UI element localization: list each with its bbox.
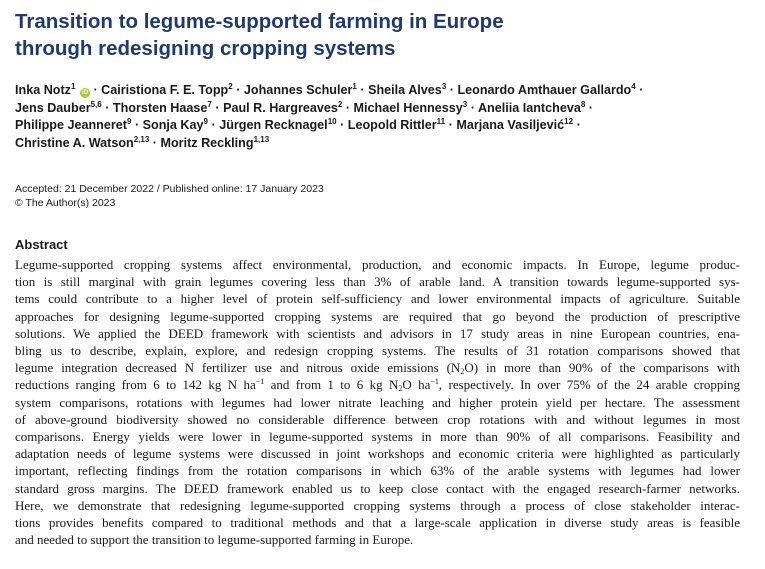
article-title: [15, 8, 735, 62]
author-affiliation: 9: [203, 117, 208, 127]
author-affiliation: 1: [70, 82, 76, 91]
author-affiliation: 4: [631, 82, 636, 91]
author-separator: ·: [93, 83, 98, 97]
abstract-heading: Abstract: [15, 237, 68, 252]
author-name[interactable]: Leopold Rittler: [347, 118, 437, 133]
author-affiliation: 1: [352, 82, 357, 91]
abstract-line: and needed to support the transition to legume-supported farming in Europe.: [15, 532, 414, 548]
abstract-line: bling us to describe, explain, explore, and redesign cropping systems. The results of 31 rotation comparisons showed that: [15, 343, 740, 359]
abstract-line: solutions. We applied the DEED framework with scientists and advisors in 17 study areas in nine European countries, ena-: [15, 325, 740, 341]
author-separator: ·: [449, 83, 454, 97]
subscript: 2: [398, 384, 403, 394]
author-separator: ·: [152, 135, 157, 150]
abstract-text: , respectively. In over 75% of the 24 arable cropping: [438, 377, 741, 393]
author-separator: ·: [639, 83, 644, 97]
author-name[interactable]: Philippe Jeanneret: [15, 118, 127, 133]
abstract-line: standard gross margins. The DEED framework enabled us to keep close contact with the engaged research-farmer networks.: [15, 480, 740, 496]
abstract-body: [15, 256, 740, 548]
author-affiliation: 3: [441, 82, 447, 91]
author-separator: ·: [211, 118, 216, 133]
title-line-1: Transition to legume-supported farming in Europe: [15, 10, 504, 33]
author-name[interactable]: Paul R. Hargreaves: [223, 100, 338, 115]
abstract-line: adaptation needs of legume systems were discussed in joint workshops and economic criteria were highlighted as particularly: [15, 446, 740, 462]
author-affiliation: 10: [327, 117, 337, 127]
author-affiliation: 2: [337, 99, 343, 109]
author-name[interactable]: Moritz Reckling: [160, 135, 254, 150]
author-separator: ·: [576, 118, 581, 133]
abstract-text: O) in more than 90% of the comparisons with: [464, 360, 741, 376]
author-name[interactable]: Aneliia Iantcheva: [477, 100, 581, 115]
abstract-line: comparisons. Energy yields were lower in legume-supported systems in more than 90% of all comparisons. Feasibility and: [15, 429, 740, 445]
subscript: 2: [460, 367, 465, 377]
author-separator: ·: [134, 118, 140, 133]
superscript: −1: [255, 377, 265, 387]
author-name[interactable]: Christine A. Watson: [15, 135, 134, 150]
abstract-line: [15, 359, 740, 376]
author-name[interactable]: Inka Notz: [15, 83, 71, 97]
author-affiliation: 7: [207, 99, 212, 109]
author-affiliation: 3: [462, 99, 468, 109]
author-separator: ·: [105, 100, 110, 115]
author-affiliation: 12: [564, 117, 574, 127]
abstract-line: Here, we demonstrate that redesigning legume-supported cropping systems through a process of close stakeholder interac-: [15, 497, 740, 513]
abstract-text: reductions ranging from 6 to 142 kg N ha: [15, 377, 256, 393]
author-name[interactable]: Thorsten Haase: [112, 100, 208, 115]
orcid-icon[interactable]: iD: [81, 90, 88, 96]
author-affiliation: 8: [580, 99, 586, 109]
author-separator: ·: [236, 83, 241, 97]
author-list: [15, 82, 750, 152]
author-line-1: [15, 82, 750, 100]
author-separator: ·: [588, 100, 593, 115]
abstract-text: O ha: [402, 377, 431, 393]
author-name[interactable]: Sheila Alves: [368, 83, 442, 97]
abstract-line: tion is still marginal with grain legumes covering less than 3% of arable land. A transition towards legume-supported sys-: [15, 274, 740, 290]
author-separator: ·: [345, 100, 351, 115]
title-line-2: through redesigning cropping systems: [15, 37, 396, 60]
author-separator: ·: [470, 100, 475, 115]
author-name[interactable]: Sonja Kay: [142, 118, 204, 133]
author-separator: ·: [215, 100, 220, 115]
author-affiliation: 2,13: [133, 134, 150, 144]
abstract-text: legume integration decreased N fertilizer use and nitrous oxide emissions (N: [15, 360, 461, 376]
author-line-3: [15, 117, 750, 135]
abstract-line: tems could contribute to a higher level of protein self-sufficiency and lower environmental impacts of agriculture. Suitable: [15, 291, 740, 307]
author-separator: ·: [360, 83, 365, 97]
author-affiliation: 1,13: [253, 134, 270, 144]
abstract-line: important, reflecting findings from the rotation comparisons in which 63% of the arable systems with legumes had lower: [15, 463, 740, 479]
author-name[interactable]: Cairistiona F. E. Topp: [101, 83, 229, 97]
author-name[interactable]: Jens Dauber: [15, 100, 91, 115]
author-affiliation: 9: [126, 117, 132, 127]
author-name[interactable]: Jürgen Recknagel: [219, 118, 328, 133]
copyright-notice: © The Author(s) 2023: [15, 197, 116, 209]
author-affiliation: 2: [228, 82, 233, 91]
abstract-line: approaches for designing legume-supported cropping systems are required that go beyond the production of prescriptive: [15, 308, 740, 324]
superscript: −1: [430, 377, 439, 387]
abstract-line: [15, 376, 740, 393]
abstract-line: system comparisons, rotations with legumes had lower nitrate leaching and higher protein yield per hectare. The assessment: [15, 394, 740, 410]
author-line-4: [15, 135, 750, 153]
author-name[interactable]: Marjana Vasiljević: [456, 118, 565, 133]
author-name[interactable]: Leonardo Amthauer Gallardo: [457, 83, 632, 97]
abstract-line: Legume-supported cropping systems affect environmental, production, and economic impacts. In Europe, legume produc-: [15, 257, 740, 272]
publication-dates: Accepted: 21 December 2022 / Published online: 17 January 2023: [15, 183, 324, 195]
abstract-line: of above-ground biodiversity showed no considerable difference between crop rotations with and without legumes in most: [15, 411, 740, 427]
author-affiliation: 5,6: [90, 99, 102, 109]
author-name[interactable]: Michael Hennessy: [353, 100, 463, 115]
author-line-2: [15, 100, 750, 118]
author-affiliation: 11: [436, 117, 446, 127]
abstract-text: and from 1 to 6 kg N: [264, 377, 399, 393]
author-separator: ·: [448, 118, 453, 133]
publication-meta: [15, 182, 324, 210]
author-name[interactable]: Johannes Schuler: [243, 83, 353, 97]
author-separator: ·: [340, 118, 345, 133]
abstract-line: tions provides benefits compared to traditional methods and that a large-scale application in diverse study areas is feasible: [15, 515, 740, 531]
